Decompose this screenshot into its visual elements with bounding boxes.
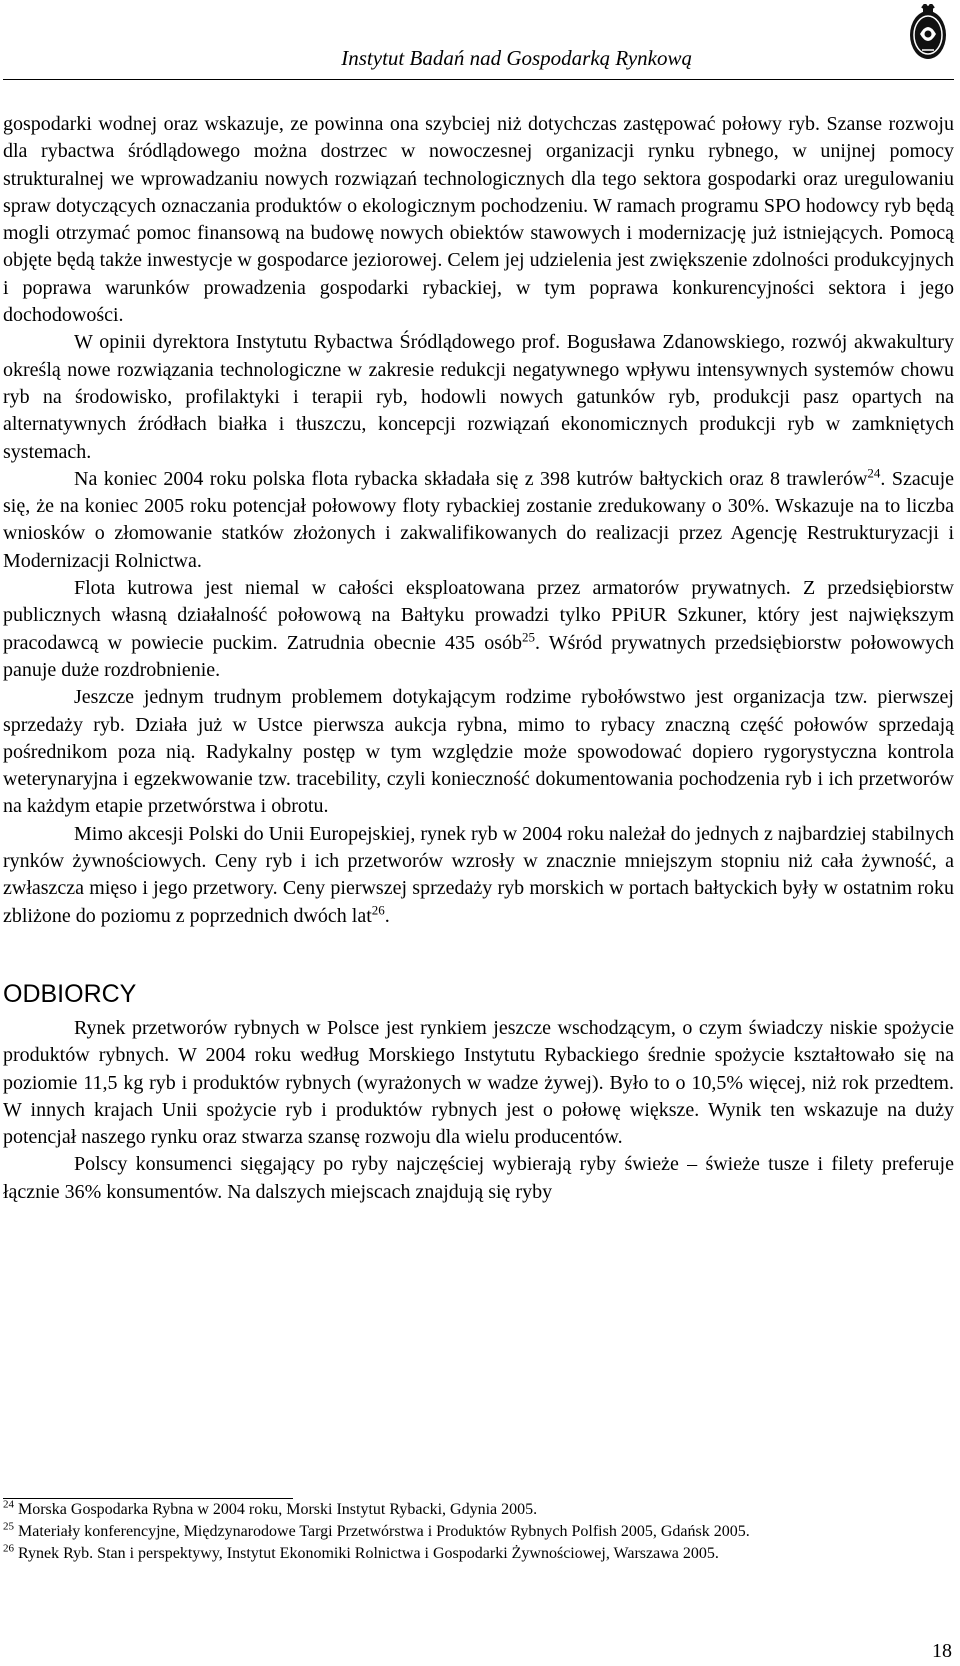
paragraph-4-text-cont: . Wśród prywatnych przedsiębiorstw połowowych panuje duże rozdrobnienie. bbox=[3, 631, 954, 681]
paragraph-6-text: Mimo akcesji Polski do Unii Europejskiej, rynek ryb w 2004 roku należał do jednych z najbardziej stabilnych rynków żywnościowych. Ceny ryb i ich przetworów wzrosły w znacznie mniejszym stopniu niż cała żywność, a zwłaszcza mięso i jego przetwory. Ceny pierwszej sprzedaży ryb morskich w portach bałtyckich były w ostatnim roku zbliżone do poziomu z poprzednich dwóch lat bbox=[3, 822, 954, 927]
paragraph-6 bbox=[3, 821, 954, 930]
document-body bbox=[3, 111, 954, 1206]
section-heading: ODBIORCY bbox=[3, 979, 137, 1008]
footnote-24 bbox=[3, 1499, 954, 1521]
paragraph-1: gospodarki wodnej oraz wskazuje, ze powinna ona szybciej niż dotychczas zastępować połowy ryb. Szanse rozwoju dla rybactwa śródlądowego można dostrzec w nowoczesnej organizacji rynku rybnego, w unijnej pomocy strukturalnej we wprowadzaniu nowych rozwiązań technologicznych dla tego sektora gospodarki oraz uregulowaniu spraw dotyczących oznaczania produktów o ekologicznym pochodzeniu. W ramach programu SPO hodowcy ryb będą mogli otrzymać pomoc finansową na budowę nowych obiektów stawowych i modernizację już istniejących. Pomocą objęte będą także inwestycje w gospodarce jeziorowej. Celem jej udzielenia jest zwiększenie zdolności produkcyjnych i poprawa warunków prowadzenia gospodarki rybackiej, w tym poprawa konkurencyjności sektora i jego dochodowości. bbox=[3, 113, 954, 327]
header-divider bbox=[3, 79, 954, 80]
paragraph-2: W opinii dyrektora Instytutu Rybactwa Śródlądowego prof. Bogusława Zdanowskiego, rozwój akwakultury określą nowe rozwiązania technologiczne w zakresie redukcji negatywnego wpływu intensywnych systemów chowu ryb na środowisko, profilaktyki i terapii ryb, hodowli nowych gatunków ryb, produkcji pasz opartych na alternatywnych źródłach białka i tłuszczu, koncepcji rozwiązań ekonomicznych produkcji ryb w zamkniętych systemach. bbox=[3, 331, 954, 463]
footnotes bbox=[3, 1499, 954, 1565]
paragraph-5: Jeszcze jednym trudnym problemem dotykającym rodzime rybołówstwo jest organizacja tzw. pierwszej sprzedaży ryb. Działa już w Ustce pierwsza aukcja rybna, mimo to rybacy znaczną część połowów sprzedają pośrednikom poza nią. Radykalny postęp w tym względzie może spowodować dopiero rygorystyczna kontrola weterynaryjna i egzekwowanie tzw. tracebility, czyli konieczność dokumentowania pochodzenia ryb i ich przetworów na każdym etapie przetwórstwa i obrotu. bbox=[3, 686, 954, 818]
footnote-ref-26[interactable]: 26 bbox=[371, 901, 385, 917]
header-title: Instytut Badań nad Gospodarką Rynkową bbox=[341, 46, 692, 70]
page-header bbox=[0, 0, 960, 84]
footnote-ref-24[interactable]: 24 bbox=[867, 465, 881, 481]
footnote-ref-25[interactable]: 25 bbox=[522, 628, 535, 644]
institute-seal-logo-icon bbox=[908, 4, 948, 62]
footnote-text: Materiały konferencyjne, Międzynarodowe Targi Przetwórstwa i Produktów Rybnych Polfish 2005, Gdańsk 2005. bbox=[14, 1523, 750, 1540]
paragraph-3 bbox=[3, 466, 954, 575]
paragraph-3-text: Na koniec 2004 roku polska flota rybacka składała się z 398 kutrów bałtyckich oraz 8 trawlerów bbox=[74, 467, 868, 490]
paragraph-6-text-cont: . bbox=[384, 904, 390, 927]
section-paragraph-2: Polscy konsumenci sięgający po ryby najczęściej wybierają ryby świeże – świeże tusze i filety preferuje łącznie 36% konsumentów. Na dalszych miejscach znajdują się ryby bbox=[3, 1153, 954, 1203]
footnote-26 bbox=[3, 1543, 954, 1565]
paragraph-4-text: Flota kutrowa jest niemal w całości eksploatowana przez armatorów prywatnych. Z przedsiębiorstw publicznych własną działalność połowową na Bałtyku prowadzi tylko PPiUR Szkuner, który jest największym pracodawcą w powiecie puckim. Zatrudnia obecnie 435 osób bbox=[3, 577, 954, 654]
section-paragraph-1: Rynek przetworów rybnych w Polsce jest rynkiem jeszcze wschodzącym, o czym świadczy niskie spożycie produktów rybnych. W 2004 roku według Morskiego Instytutu Rybackiego średnie spożycie kształtowało się na poziomie 11,5 kg ryb i produktów rybnych (wyrażonych w wadze żywej). Było to o 10,5% więcej, niż rok przedtem. W innych krajach Unii spożycie ryb i produktów rybnych jest o połowę większe. Wynik ten wskazuje na duży potencjał naszego rynku oraz stwarza szansę rozwoju dla wielu producentów. bbox=[3, 1016, 954, 1149]
paragraph-3-text-cont: . Szacuje się, że na koniec 2005 roku potencjał połowowy floty rybackiej zostanie zredukowany o 30%. Wskazuje na to liczba wniosków o złomowanie statków złożonych i zakwalifikowanych do realizacji przez Agencję Restrukturyzacji i Modernizacji Rolnictwa. bbox=[3, 467, 955, 572]
footnote-text: Rynek Ryb. Stan i perspektywy, Instytut Ekonomiki Rolnictwa i Gospodarki Żywnościowej, Warszawa 2005. bbox=[14, 1545, 719, 1562]
footnote-25 bbox=[3, 1521, 954, 1543]
footnote-number: 26 bbox=[3, 1542, 14, 1555]
footnote-number: 24 bbox=[3, 1498, 14, 1511]
paragraph-4 bbox=[3, 575, 954, 684]
footnote-text: Morska Gospodarka Rybna w 2004 roku, Morski Instytut Rybacki, Gdynia 2005. bbox=[14, 1501, 538, 1518]
page-number: 18 bbox=[932, 1640, 952, 1662]
footnote-number: 25 bbox=[3, 1520, 14, 1533]
